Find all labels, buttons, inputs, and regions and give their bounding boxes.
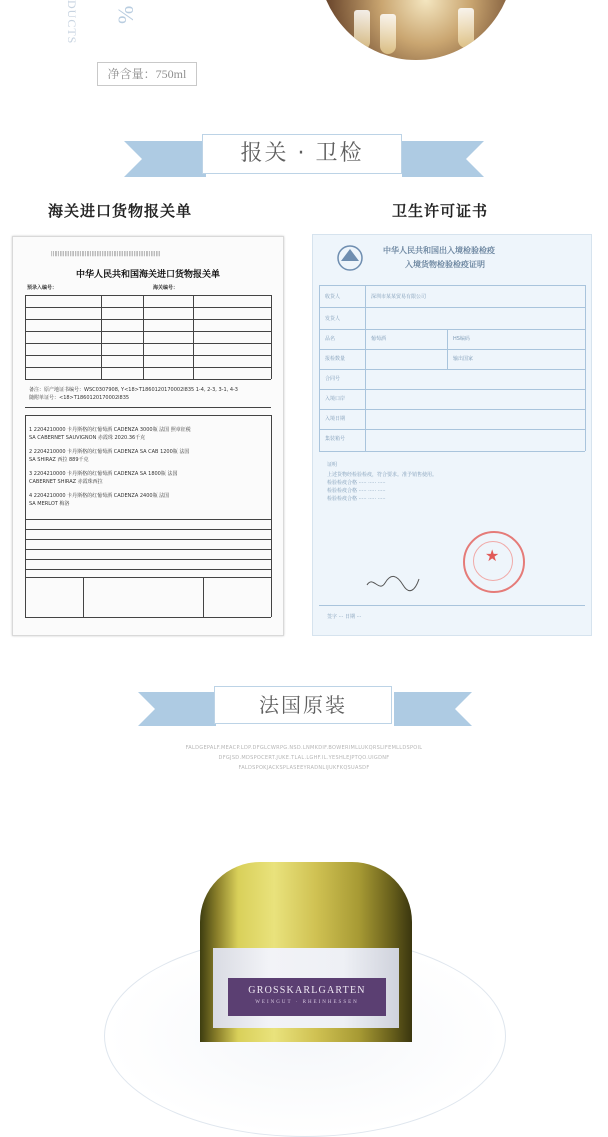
bottle-label-band bbox=[228, 978, 386, 1016]
wine-glasses-photo bbox=[318, 0, 514, 60]
bottle-brand-sub: WEINGUT · RHEINHESSEN bbox=[255, 1000, 359, 1005]
official-stamp: ★ bbox=[463, 531, 525, 593]
health-certificate-document: 中华人民共和国出入境检验检疫 入境货物检验检疫证明 收货人 深圳市某某贸易有限公司 发货人 品名 葡萄酒 HS编码 报检数量 输出国家 合同号 入境口岸 入境日期 集装箱号 证明 上述货物经检验检疫，符合要求。准予销售使用。 检验检疫合格 ····· ····· ····· 检验检疫合格 ····· ····· ····· 检验检疫合格 ····· ····· ····· ★ 签字 ··· 日期 ··· bbox=[312, 234, 592, 636]
decorative-text-line: DFGJSD.MDSPOCERT.JUKE.TLAL.LGHF.IL.YESHLEJPTQO.UIGDNF bbox=[218, 755, 390, 761]
glass-icon bbox=[458, 8, 474, 48]
customs-number: 海关编号： bbox=[153, 285, 179, 291]
ribbon-right-decoration-2 bbox=[394, 692, 472, 726]
health-certificate-label: 卫生许可证书 bbox=[392, 202, 489, 220]
customs-declaration-document: ||||||||||||||||||||||||||||||||||||||||||||||||||||||||||||||||| 中华人民共和国海关进口货物报关单 预录入编号： 海关编号： 备注：原产地证书编号：WSC0307908, Y<18>T1860120170002l835 1-4, 2-3, 3-1, 4-3 随附单证号：<18>T1860120170002l835 1 2204210000 卡丹斯格的红葡萄酒 CADENZA 3000瓶 法国 照章征税 SA CABERNET SAUVIGNON 赤霞珠 2020.36千克 2 2204210000 卡丹斯格的红葡萄酒 CADENZA SA CAB 1200瓶 法国 SA SHIRAZ 西拉 889千克 3 2204210000 卡丹斯格的红葡萄酒 CADENZA SA 1800瓶 法国 CABERNET SHIRAZ 赤霞珠西拉 4 2204210000 卡丹斯格的红葡萄酒 CADENZA 2400瓶 法国 SA MERLOT 梅洛 bbox=[12, 236, 284, 636]
signature-icon bbox=[363, 571, 423, 595]
ribbon-left-decoration bbox=[124, 141, 206, 177]
bottle-brand-name: GROSSKARLGARTEN bbox=[248, 985, 366, 996]
customs-doc-title: 中华人民共和国海关进口货物报关单 bbox=[75, 270, 220, 280]
section-banner-origin: 法国原装 bbox=[214, 686, 392, 724]
decorative-text-line: FALDGEPALF.MEACP.LDP.DFGLCWRPG.NSD.LNMKDIF.BOWERIMLLUKQRSLIFEMLLDSPOIL bbox=[185, 745, 423, 751]
health-doc-subtitle: 入境货物检验检疫证明 bbox=[405, 260, 485, 269]
customs-declaration-label: 海关进口货物报关单 bbox=[48, 202, 193, 220]
top-vertical-text: DUCTS bbox=[65, 0, 79, 45]
glass-icon bbox=[354, 10, 370, 50]
decorative-text-line: FALDSPOKJACKSPLASEEYRADNLIJUKFKQSUASDF bbox=[238, 765, 370, 771]
glass-icon bbox=[380, 14, 396, 54]
section-banner-customs: 报关 · 卫检 bbox=[202, 134, 402, 174]
top-percent-symbol: % bbox=[113, 5, 138, 24]
inspection-emblem-icon bbox=[335, 243, 365, 273]
ribbon-right-decoration bbox=[402, 141, 484, 177]
volume-label: 净含量：750ml bbox=[97, 62, 197, 86]
health-doc-title: 中华人民共和国出入境检验检疫 bbox=[383, 246, 495, 255]
customs-pre-number: 预录入编号： bbox=[27, 285, 58, 291]
ribbon-left-decoration-2 bbox=[138, 692, 216, 726]
